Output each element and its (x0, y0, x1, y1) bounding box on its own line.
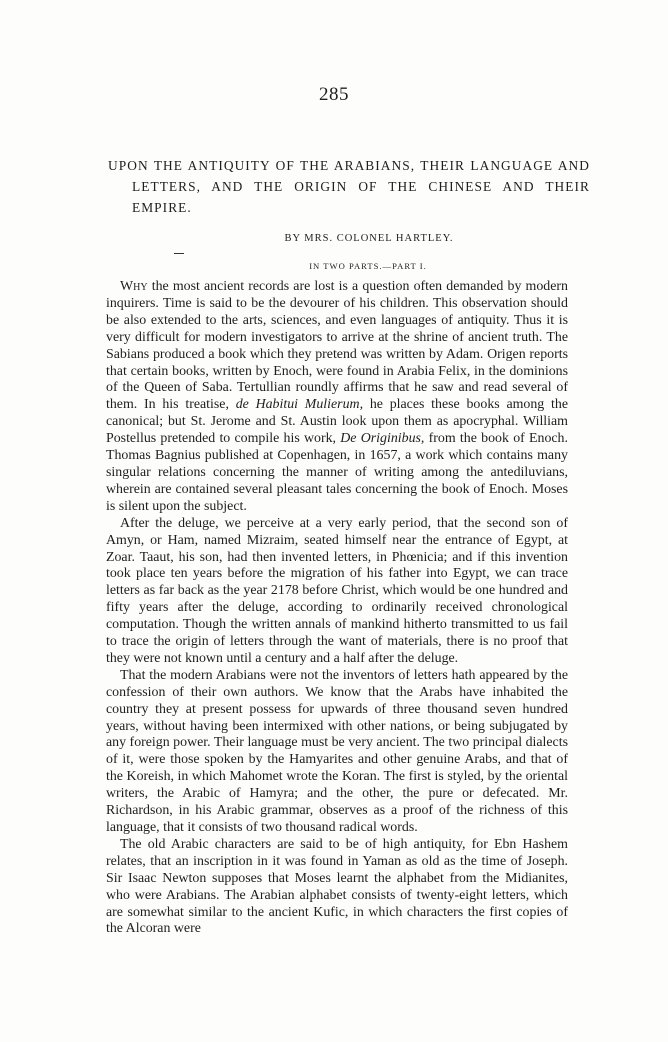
paragraph-1-italic-title-b: De Originibus, (340, 431, 425, 447)
parts-note: IN TWO PARTS.—PART I. (309, 261, 427, 271)
author-byline: BY MRS. COLONEL HARTLEY. (284, 233, 454, 244)
article-title: UPON THE ANTIQUITY OF THE ARABIANS, THEIR LANGUAGE AND LETTERS, AND THE ORIGIN OF THE CHINESE AND THEIR EMPIRE. (108, 158, 590, 215)
paragraph-1 (106, 279, 568, 516)
paragraph-1-italic-title-a: de Habitui Mulierum, (235, 397, 364, 413)
paragraph-4: The old Arabic characters are said to be of high antiquity, for Ebn Hashem relates, that an inscription in it was found in Yaman as old as the time of Joseph. Sir Isaac Newton supposes that Moses learnt the alphabet from the Midianites, who were Arabians. The Arabian alphabet consists of twenty-eight letters, which are somewhat similar to the ancient Kufic, in which characters the first copies of the Alcoran were (106, 836, 568, 937)
paragraph-1-text-a: the most ancient records are lost is a question often demanded by modern inquirers. Time is said to be the devourer of his children. This observation should be also extended to the arts, sciences, and even languages of antiquity. Thus it is very difficult for modern investigators to arrive at the shrine of ancient truth. The Sabians produced a book which they pretend was written by Adam. Origen reports that certain books, written by Enoch, were found in Arabia Felix, in the dominions of the Queen of Saba. Tertullian roundly affirms that he saw and read several of them. In his treatise, (106, 279, 568, 413)
page-number: 285 (319, 84, 349, 105)
article-body (106, 279, 568, 938)
paragraph-1-text-c: from the book of Enoch. Thomas Bagnius published at Copenhagen, in 1657, a work which contains many singular relations concerning the manner of writing among the antediluvians, wherein are contained several pleasant tales concerning the book of Enoch. Moses is silent upon the subject. (106, 431, 568, 514)
short-rule (174, 253, 184, 254)
paragraph-2: After the deluge, we perceive at a very early period, that the second son of Amyn, or Ham, named Mizraim, seated himself near the entrance of Egypt, at Zoar. Taaut, his son, had then invented letters, in Phœnicia; and if this invention took place ten years before the migration of his father into Egypt, we can trace letters as far back as the year 2178 before Christ, which would be one hundred and fifty years after the deluge, according to ordinarily received chronological computation. Though the written annals of mankind hitherto transmitted to us fail to trace the origin of letters through the want of materials, there is no proof that they were not known until a century and a half after the deluge. (106, 515, 568, 666)
paragraph-3: That the modern Arabians were not the inventors of letters hath appeared by the confession of their own authors. We know that the Arabs have inhabited the country they at present possess for upwards of three thousand seven hundred years, without having been intermixed with other nations, or being subjugated by any foreign power. Their language must be very ancient. The two principal dialects of it, were those spoken by the Hamyarites and other genuine Arabs, and that of the Koreish, in which Mahomet wrote the Koran. The first is styled, by the oriental writers, the Arabic of Hamyra; and the other, the pure or defecated. Mr. Richardson, in his Arabic grammar, observes as a proof of the richness of this language, that it consists of two thousand radical words. (106, 667, 568, 835)
opening-word: Why (120, 279, 148, 294)
paragraph-1-text-b: he places these books among the canonical; but St. Jerome and St. Austin look upon them as apocryphal. William Postellus pretended to compile his work, (106, 397, 568, 447)
